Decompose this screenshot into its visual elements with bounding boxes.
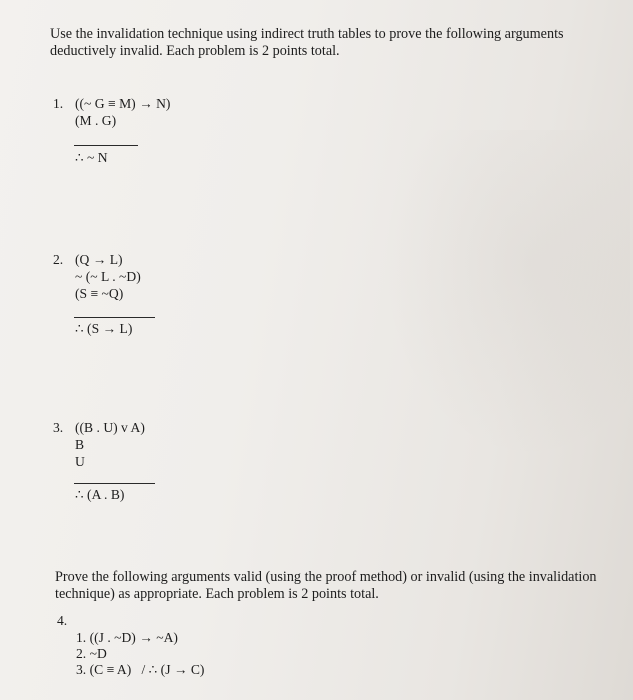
premise-2: ~ (~ L . ~D) [75, 269, 141, 284]
problem-number: 1. [53, 96, 64, 111]
problem-number: 3. [53, 420, 64, 435]
conclusion-rule [74, 145, 138, 146]
premise-3: (S ≡ ~Q) [75, 286, 124, 301]
problem-number: 4. [57, 613, 68, 628]
problem-number: 2. [53, 252, 64, 267]
premise-2: (M . G) [75, 113, 117, 128]
conclusion: ∴ ~ N [75, 150, 108, 165]
premise-1: (Q → L) [75, 252, 123, 267]
premise-1: ((B . U) v A) [75, 420, 145, 435]
conclusion-rule [74, 483, 155, 484]
conclusion: ∴ (A . B) [75, 487, 125, 502]
line-2: 2. ~D [76, 646, 107, 661]
conclusion: ∴ (S → L) [75, 321, 133, 336]
instructions-paragraph: Use the invalidation technique using indirect truth tables to prove the following arguments deductively invalid. Each problem is 2 points total. [50, 26, 564, 59]
conclusion-rule [74, 317, 155, 318]
bleed-through-shading [380, 130, 630, 460]
instructions-paragraph-2: Prove the following arguments valid (using the proof method) or invalid (using the invalidation technique) as appropriate. Each problem is 2 points total. [55, 569, 597, 602]
line-1: 1. ((J . ~D) → ~A) [76, 630, 178, 645]
line-3: 3. (C ≡ A) / ∴ (J → C) [76, 662, 205, 677]
premise-1: ((~ G ≡ M) → N) [75, 96, 171, 111]
premise-2: B [75, 437, 85, 452]
premise-3: U [75, 454, 85, 469]
